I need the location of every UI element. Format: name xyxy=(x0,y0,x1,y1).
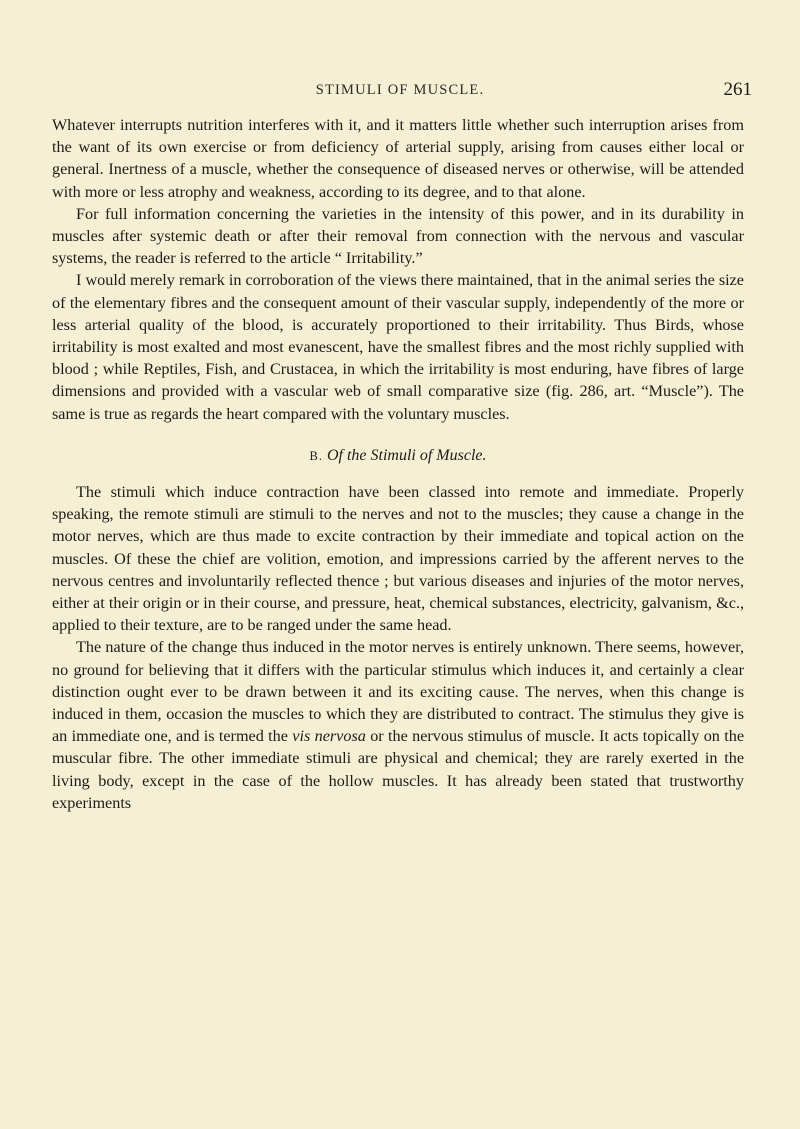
paragraph-nature-of-change-end: or the nervous stimulus of muscle. It acts topically on the muscular fibre. The other immediate stimuli are physical and chemical; they are rarely exerted in the living body, except in the case of the hollow muscles. It has already been stated that trustworthy experiments xyxy=(52,727,744,812)
paragraph-nature-of-change xyxy=(52,636,744,814)
vis-nervosa-term: vis nervosa xyxy=(292,727,366,746)
running-head xyxy=(0,79,800,106)
running-title: STIMULI OF MUSCLE. xyxy=(315,82,485,98)
section-heading xyxy=(52,445,744,467)
page-number: 261 xyxy=(723,79,752,100)
paragraph-nutrition: Whatever interrupts nutrition interferes with it, and it matters little whether such interruption arises from the want of its own exercise or from deficiency of arterial supply, arising from causes either local or general. Inertness of a muscle, whether the consequence of diseased nerves or otherwise, will be attended with more or less atrophy and weakness, according to its degree, and to that alone. xyxy=(52,116,744,201)
paragraph-animal-series: I would merely remark in corroboration of the views there maintained, that in the animal series the size of the elementary fibres and the consequent amount of their vascular supply, independently of the more or less arterial quality of the blood, is accurately proportioned to their irritability. Thus Birds, whose irritability is most exalted and most evanescent, have the smallest fibres and the most richly supplied with blood ; while Reptiles, Fish, and Crustacea, in which the irritability is most enduring, have fibres of large dimensions and provided with a vascular web of small comparative size (fig. 286, art. “Muscle”). The same is true as regards the heart compared with the voluntary muscles. xyxy=(52,271,744,423)
body-text xyxy=(52,114,744,814)
section-letter: B. xyxy=(309,448,323,463)
paragraph-stimuli-classification: The stimuli which induce contraction have been classed into remote and immediate. Properly speaking, the remote stimuli are stimuli to the nerves and not to the muscles; they cause a change in the motor nerves, which are thus made to excite contraction by their immediate and topical action on the muscles. Of these the chief are volition, emotion, and impressions carried by the afferent nerves to the nervous centres and involuntarily reflected thence ; but various diseases and injuries of the motor nerves, either at their origin or in their course, and pressure, heat, chemical substances, electricity, galvanism, &c., applied to their texture, are to be ranged under the same head. xyxy=(52,483,744,635)
section-title: Of the Stimuli of Muscle. xyxy=(326,446,487,464)
paragraph-nature-of-change-start: The nature of the change thus induced in the motor nerves is entirely unknown. There seems, however, no ground for believing that it differs with the particular stimulus which induces it, and certainly a clear distinction ought ever to be drawn between it and its exciting cause. The nerves, when this change is induced in them, occasion the muscles to which they are distributed to contract. The stimulus they give is an immediate one, and is termed the xyxy=(52,638,744,746)
paragraph-irritability-reference: For full information concerning the varieties in the intensity of this power, and in its durability in muscles after systemic death or after their removal from connection with the nervous and vascular systems, the reader is referred to the article “ Irritability.” xyxy=(52,204,744,268)
